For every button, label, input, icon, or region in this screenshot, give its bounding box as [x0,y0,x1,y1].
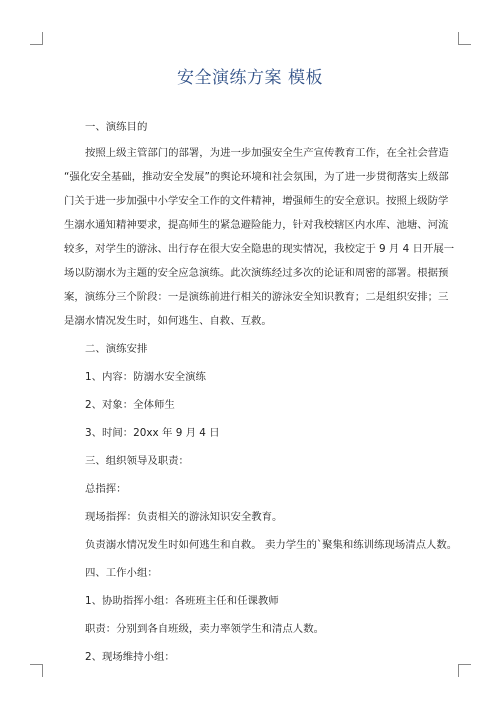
text-line: 负责溺水情况发生时如何逃生和自救。 卖力学生的`聚集和练训练现场清点人数。 [85,539,458,551]
document-title: 安全演练方案 模板 [177,68,323,88]
document-body [64,115,458,669]
paragraph-line: 生溺水通知精神要求，提高师生的紧急避险能力，针对我校辖区内水库、池塘、河流 [64,219,449,231]
paragraph-line: 较多，对学生的游泳、出行存在很大安全隐患的现实情况，我校定于 9 月 4 日开展一 [64,243,455,255]
text-line: 2、现场维持小组： [85,651,175,663]
text-line: 1、协助指挥小组：各班班主任和任课教师 [85,595,279,607]
paragraph-line: 场以防溺水为主题的安全应急演练。此次演练经过多次的论证和周密的部署。根据预 [64,267,449,279]
crop-mark-bottom-left [30,664,43,677]
paragraph-line: 门关于进一步加强中小学安全工作的文件精神，增强师生的安全意识。按照上级防学 [64,195,449,207]
text-line: 职责：分别到各自班级，卖力率领学生和清点人数。 [85,623,324,635]
section-heading-work-groups: 四、工作小组： [85,567,158,579]
paragraph-line: 按照上级主管部门的部署，为进一步加强安全生产宣传教育工作，在全社会营造 [85,147,449,159]
text-line: 现场指挥：负责相关的游泳知识安全教育。 [85,511,283,523]
section-heading-arrangement: 二、演练安排 [85,343,148,355]
text-line: 总指挥： [85,483,127,495]
list-item: 3、时间：20xx 年 9 月 4 日 [85,427,220,439]
paragraph-line: “强化安全基础，推动安全发展”的舆论环境和社会氛围，为了进一步贯彻落实上级部 [64,171,449,183]
paragraph-line: 是溺水情况发生时，如何逃生、自救、互救。 [64,315,272,327]
section-heading-organization: 三、组织领导及职责： [85,455,189,467]
section-heading-purpose: 一、演练目的 [85,121,148,133]
list-item: 1、内容：防溺水安全演练 [85,371,206,383]
paragraph-line: 案，演练分三个阶段：一是演练前进行相关的游泳安全知识教育；二是组织安排；三 [64,291,449,303]
list-item: 2、对象：全体师生 [85,399,175,411]
crop-mark-top-left [30,32,43,45]
crop-mark-bottom-right [458,664,471,677]
crop-mark-top-right [458,32,471,45]
